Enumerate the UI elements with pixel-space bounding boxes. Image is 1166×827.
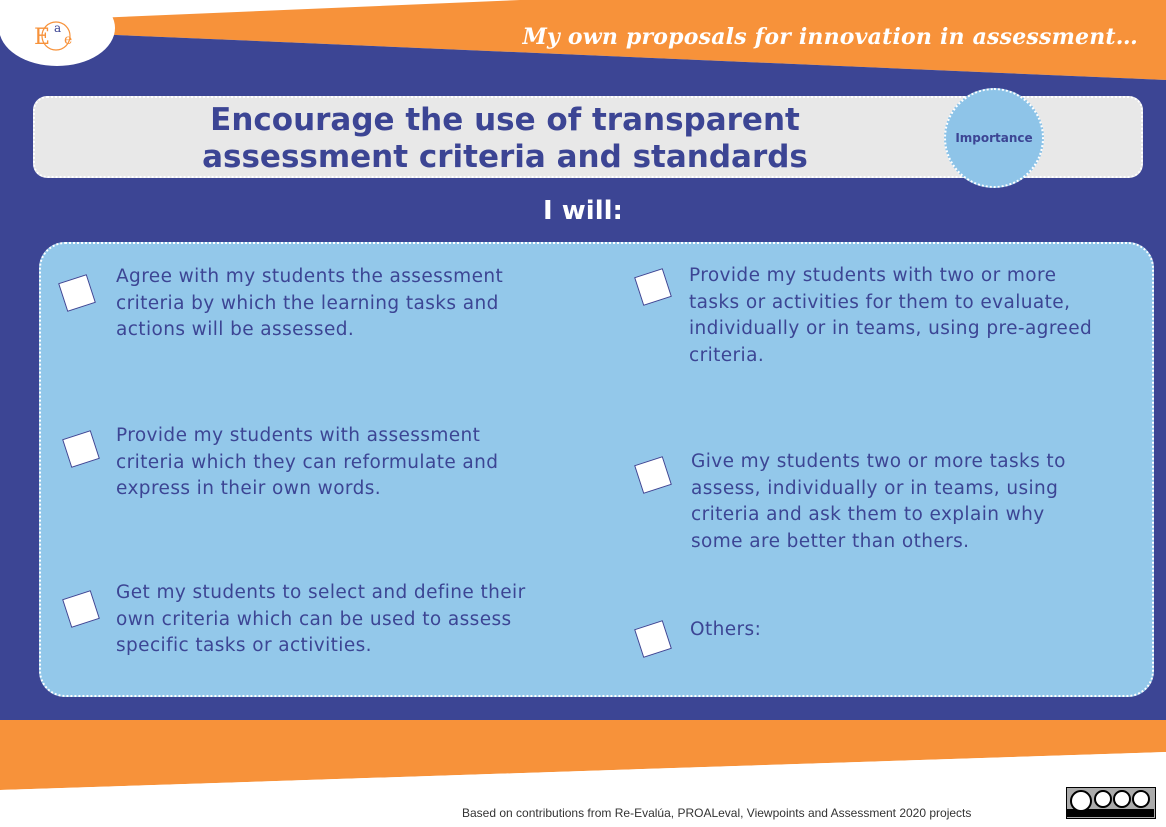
importance-circle[interactable]: [944, 88, 1044, 188]
checklist-item-text: Agree with my students the assessment criteria by which the learning tasks and actions will be assessed.: [116, 266, 504, 340]
logo-letter-e-small: e: [64, 32, 73, 48]
logo-letter-e: E: [34, 25, 51, 50]
checklist-item-text: Provide my students with assessment criteria which they can reformulate and express in their own words.: [116, 425, 499, 499]
checklist-item-text: Provide my students with two or more tasks or activities for them to evaluate, individually or in teams, using pre-agreed criteria.: [689, 265, 1093, 366]
header-title: My own proposals for innovation in assessment…: [522, 24, 1138, 50]
checklist-item-text: Give my students two or more tasks to assess, individually or in teams, using criteria and ask them to explain why some are better than others.: [691, 451, 1066, 552]
importance-label: Importance: [955, 131, 1033, 145]
logo-letter-a: a: [54, 21, 62, 35]
cc-by-nc-sa-icon: [1066, 787, 1156, 819]
i-will-heading: I will:: [543, 196, 623, 226]
checklist-item-text: Others:: [690, 619, 762, 640]
footer-credits: Based on contributions from Re-Evalúa, PROALeval, Viewpoints and Assessment 2020 projects: [462, 806, 972, 820]
eae-logo: [28, 16, 90, 56]
checklist-item-text: Get my students to select and define their own criteria which can be used to assess specific tasks or activities.: [116, 582, 526, 656]
card-title: Encourage the use of transparent assessment criteria and standards: [202, 102, 808, 175]
